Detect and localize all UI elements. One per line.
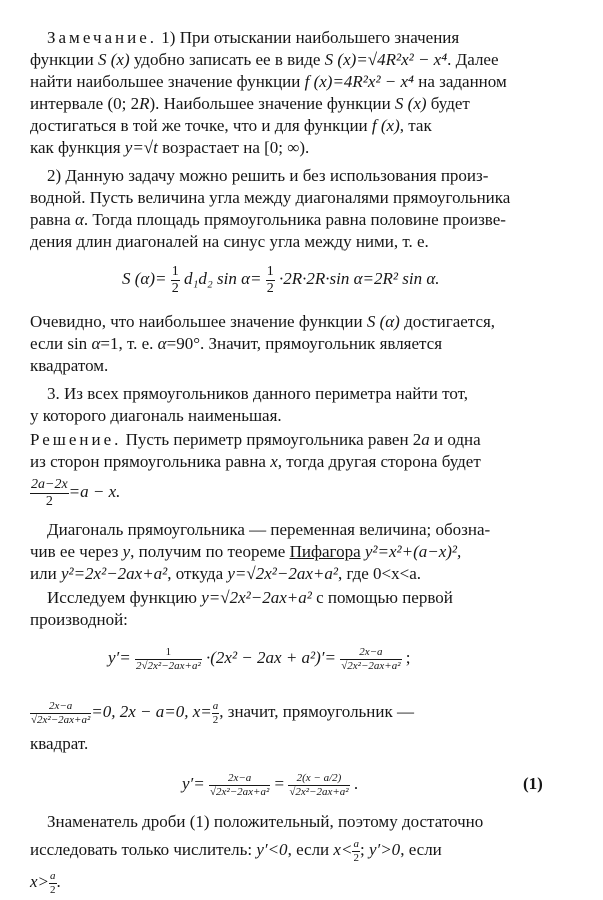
a-half-fraction: $\frac{a}{2}$ [212, 699, 219, 726]
derivative-formula-1: y′= $\frac{2x-a}{\text{√2x²−2ax+a²}}$ = $\frac{2(x - a/2)}{\text{√2x²−2ax+a²}}$ . [182, 771, 359, 798]
fraction-half-2: $\frac{1}{2}$ [266, 263, 274, 296]
zero-line-1: $\frac{2x-a}{\text{√2x²−2ax+a²}}$ =0, 2x − a=0, x= $\frac{a}{2}$ , значит, прямоугольник — [31, 699, 415, 726]
problem3-line-1: 3. Из всех прямоугольников данного периметра найти тот, [47, 384, 469, 403]
remark-line-1: Замечание. 1) При отыскании наибольшего значения [47, 28, 460, 47]
part2-line-2: водной. Пусть величина угла между диагоналями прямоугольника [30, 188, 511, 207]
remark-label: Замечание. [47, 28, 158, 47]
zero-line-2: квадрат. [30, 734, 89, 753]
investigate-line-1: Исследуем функцию y=√2x²−2ax+a² с помощью первой [47, 588, 453, 607]
derivative-fraction-1: $\frac{1}{\text{2√2x²−2ax+a²}}$ [136, 645, 201, 672]
equation-number: (1) [523, 774, 543, 793]
derivative-formula: y′= $\frac{1}{\text{2√2x²−2ax+a²}}$ ·(2x² − 2ax + a²)′= $\frac{2x-a}{\text{√2x²−2ax+a²}}$ ; [108, 645, 411, 672]
remark-line-3: найти наибольшее значение функции f (x)=4R²x² − x⁴ на заданном [30, 72, 507, 91]
denom-line-3: x> $\frac{a}{2}$ . [30, 869, 61, 896]
investigate-line-2: производной: [30, 610, 128, 629]
problem3-line-2: у которого диагональ наименьшая. [30, 406, 282, 425]
part2b-line-2: если sin α=1, т. е. α=90°. Значит, прямоугольник является [30, 334, 443, 353]
part2-line-1: 2) Данную задачу можно решить и без использования произ- [47, 166, 489, 185]
area-formula: S (α)= $\frac{1}{2}$ d₁d₂ sin α= $\frac{1}{2}$ ·2R·2R·sin α=2R² sin α. [122, 263, 440, 296]
denom-a-half: $\frac{a}{2}$ [353, 837, 359, 864]
solution-line-2: из сторон прямоугольника равна x, тогда другая сторона будет [30, 452, 481, 471]
part2b-line-3: квадратом. [30, 356, 109, 375]
remark-line-4: интервале (0; 2R). Наибольшее значение функции S (x) будет [30, 94, 470, 113]
diag-line-3: или y²=2x²−2ax+a², откуда y=√2x²−2ax+a², где 0<x<a. [30, 564, 422, 583]
solution-label: Решение. [30, 430, 122, 449]
part2b-line-1: Очевидно, что наибольшее значение функции S (α) достигается, [30, 312, 496, 331]
denom-a-half-2: $\frac{a}{2}$ [50, 869, 56, 896]
fraction-half-1: $\frac{1}{2}$ [171, 263, 179, 296]
remark-line-5: достигаться в той же точке, что и для функции f (x), так [30, 116, 432, 135]
derivative-1-fraction-b: $\frac{2(x - a/2)}{\text{√2x²−2ax+a²}}$ [289, 771, 349, 798]
diag-line-1: Диагональ прямоугольника — переменная величина; обозна- [47, 520, 491, 539]
remark-line-2: функции S (x) удобно записать ее в виде S (x)=√4R²x² − x⁴. Далее [30, 50, 499, 69]
derivative-1-fraction-a: $\frac{2x-a}{\text{√2x²−2ax+a²}}$ [210, 771, 270, 798]
solution-line-1: Решение. Пусть периметр прямоугольника равен 2a и одна [30, 430, 481, 449]
side-fraction: $\frac{2a-2x}{2}$ [31, 476, 68, 509]
derivative-fraction-2: $\frac{2x-a}{\text{√2x²−2ax+a²}}$ [341, 645, 401, 672]
denom-line-1: Знаменатель дроби (1) положительный, поэтому достаточно [47, 812, 484, 831]
denom-line-2: исследовать только числитель: y′<0, если x< $\frac{a}{2}$ ; y′>0, если [30, 837, 442, 864]
zero-fraction: $\frac{2x-a}{\text{√2x²−2ax+a²}}$ [31, 699, 91, 726]
part2-line-4: дения длин диагоналей на синус угла между ними, т. е. [30, 232, 429, 251]
diag-line-2: чив ее через y, получим по теореме Пифагора y²=x²+(a−x)², [30, 542, 462, 561]
remark-line-6: как функция y=√t возрастает на [0; ∞). [30, 138, 310, 157]
solution-line-3: $\frac{2a-2x}{2}$ =a − x. [31, 476, 121, 509]
part2-line-3: равна α. Тогда площадь прямоугольника равна половине произве- [30, 210, 506, 229]
